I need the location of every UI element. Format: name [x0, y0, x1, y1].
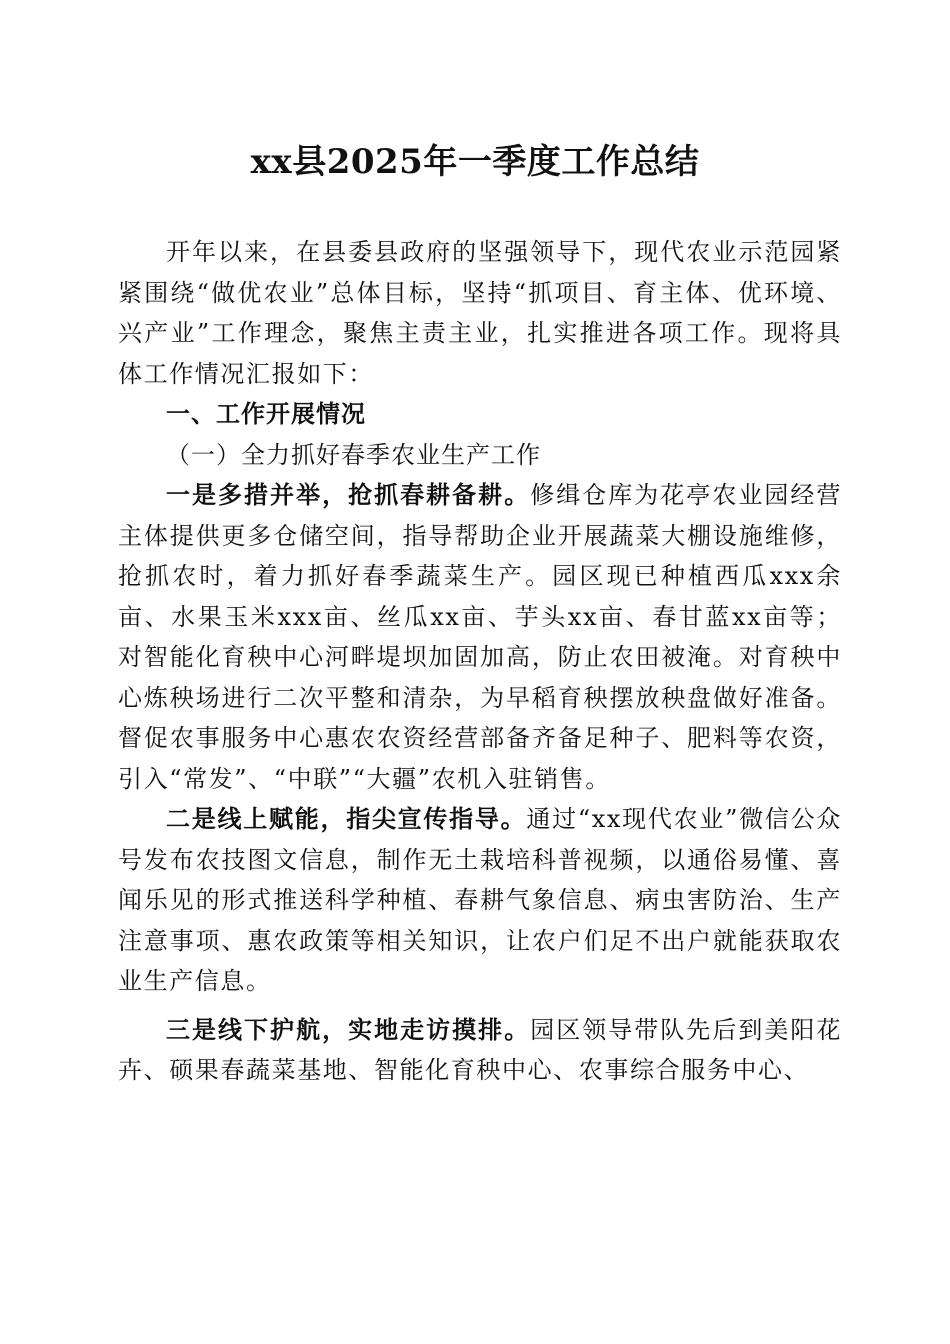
paragraph-text-3: 园区领导带队先后到美阳花卉、硕果春蔬菜基地、智能化育秧中心、农事综合服务中心、 — [118, 1015, 842, 1084]
paragraph-text-1: 修缉仓库为花亭农业园经营主体提供更多仓储空间，指导帮助企业开展蔬菜大棚设施维修，抢抓农时，着力抓好春季蔬菜生产。园区现已种植西瓜xxx余亩、水果玉米xxx亩、丝瓜xx亩、芋头xx亩、春甘蓝xx亩等；对智能化育秧中心河畔堤坝加固加高，防止农田被淹。对育秧中心炼秧场进行二次平整和清杂，为早稻育秧摆放秧盘做好准备。督促农事服务中心惠农农资经营部备齐备足种子、肥料等农资，引入“常发”、“中联”“大疆”农机入驻销售。 — [118, 481, 842, 793]
body-paragraph-2 — [118, 799, 842, 1002]
paragraph-lead-3: 三是线下护航，实地走访摸排。 — [166, 1014, 531, 1044]
paragraph-lead-2: 二是线上赋能，指尖宣传指导。 — [166, 804, 527, 833]
subsection-heading-spring-production: （一）全力抓好春季农业生产工作 — [166, 440, 541, 469]
document-title: xx县2025年一季度工作总结 — [250, 142, 700, 182]
body-paragraph-1 — [118, 475, 842, 799]
section-heading-work-progress: 一、工作开展情况 — [166, 400, 366, 428]
intro-paragraph: 开年以来，在县委县政府的坚强领导下，现代农业示范园紧紧围绕“做优农业”总体目标，坚持“抓项目、育主体、优环境、兴产业”工作理念，聚焦主责主业，扎实推进各项工作。现将具体工作情况汇报如下： — [118, 238, 842, 388]
paragraph-text-2: 通过“xx现代农业”微信公众号发布农技图文信息，制作无土栽培科普视频，以通俗易懂、喜闻乐见的形式推送科学种植、春耕气象信息、病虫害防治、生产注意事项、惠农政策等相关知识，让农户们足不出户就能获取农业生产信息。 — [118, 805, 842, 995]
body-paragraph-3 — [118, 1010, 842, 1091]
paragraph-lead-1: 一是多措并举，抢抓春耕备耕。 — [166, 480, 531, 509]
document-body — [118, 232, 842, 1091]
